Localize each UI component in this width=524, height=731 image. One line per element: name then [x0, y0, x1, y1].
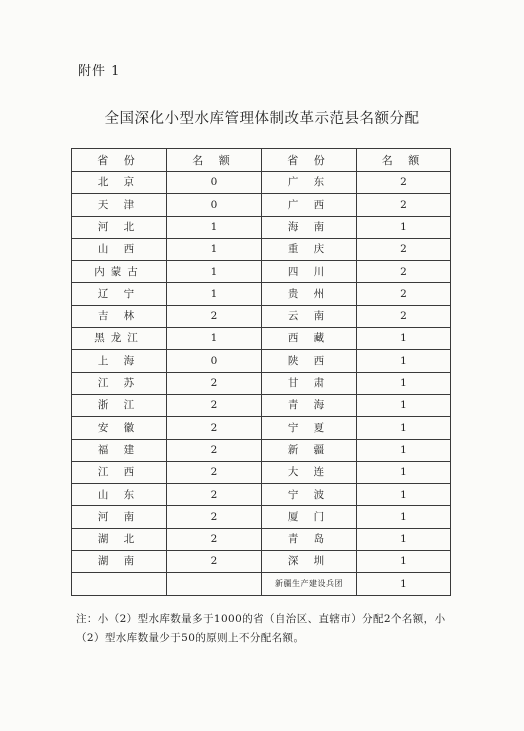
quota-cell: 1: [357, 394, 451, 416]
province-cell: 辽 宁: [72, 283, 167, 305]
province-cell: 新疆生产建设兵团: [262, 573, 357, 595]
quota-cell: 2: [167, 372, 262, 394]
quota-cell: 2: [357, 305, 451, 327]
quota-cell: 1: [167, 216, 262, 238]
province-cell: 天 津: [72, 194, 167, 216]
province-cell: 青 岛: [262, 528, 357, 550]
header-province-2: 省 份: [262, 149, 357, 172]
quota-cell: 1: [357, 372, 451, 394]
province-cell: 黑龙江: [72, 328, 167, 350]
quota-cell: 2: [167, 394, 262, 416]
province-cell: 山 西: [72, 238, 167, 260]
province-cell: 贵 州: [262, 283, 357, 305]
table-body: [72, 172, 451, 596]
province-cell: 宁 夏: [262, 417, 357, 439]
table-row: [72, 417, 451, 439]
table-row: [72, 350, 451, 372]
document-title: 全国深化小型水库管理体制改革示范县名额分配: [104, 111, 420, 127]
quota-cell: 1: [357, 551, 451, 573]
quota-cell: 2: [357, 172, 451, 194]
province-cell: 大 连: [262, 461, 357, 483]
quota-cell: 2: [357, 261, 451, 283]
province-cell: 安 徽: [72, 417, 167, 439]
table-row: [72, 528, 451, 550]
quota-cell: 1: [357, 506, 451, 528]
quota-cell: 2: [167, 417, 262, 439]
province-cell: 重 庆: [262, 238, 357, 260]
quota-cell: 2: [167, 461, 262, 483]
quota-cell: 1: [357, 461, 451, 483]
table-row: [72, 283, 451, 305]
table-row: [72, 216, 451, 238]
header-province-1: 省 份: [72, 149, 167, 172]
province-cell: 甘 肃: [262, 372, 357, 394]
quota-cell: 1: [167, 328, 262, 350]
province-cell: 广 西: [262, 194, 357, 216]
quota-cell: 2: [167, 439, 262, 461]
province-cell: 山 东: [72, 484, 167, 506]
quota-cell: 1: [357, 573, 451, 595]
quota-cell: 1: [357, 528, 451, 550]
province-cell: 青 海: [262, 394, 357, 416]
province-cell: 新 疆: [262, 439, 357, 461]
quota-cell: 2: [167, 506, 262, 528]
province-cell: 陕 西: [262, 350, 357, 372]
table-row: [72, 461, 451, 483]
province-cell: 海 南: [262, 216, 357, 238]
table-header-row: [72, 149, 451, 172]
province-cell: 四 川: [262, 261, 357, 283]
province-cell: [72, 573, 167, 595]
table-row: [72, 484, 451, 506]
province-cell: 厦 门: [262, 506, 357, 528]
quota-cell: 2: [167, 484, 262, 506]
header-quota-2: 名 额: [357, 149, 451, 172]
quota-cell: 1: [357, 328, 451, 350]
province-cell: 吉 林: [72, 305, 167, 327]
quota-cell: 1: [357, 484, 451, 506]
footnote: 注：小（2）型水库数量多于1000的省（自治区、直辖市）分配2个名额，小（2）型水库数量少于50的原则上不分配名额。: [76, 613, 446, 644]
province-cell: 江 苏: [72, 372, 167, 394]
table-row: [72, 394, 451, 416]
province-cell: 内蒙古: [72, 261, 167, 283]
province-cell: 广 东: [262, 172, 357, 194]
table-row: [72, 573, 451, 595]
quota-cell: 1: [357, 216, 451, 238]
province-cell: 宁 波: [262, 484, 357, 506]
quota-cell: 0: [167, 194, 262, 216]
province-cell: 湖 南: [72, 551, 167, 573]
table-row: [72, 172, 451, 194]
table-row: [72, 551, 451, 573]
table-row: [72, 261, 451, 283]
quota-cell: 0: [167, 172, 262, 194]
province-cell: 西 藏: [262, 328, 357, 350]
quota-cell: 2: [357, 283, 451, 305]
table-row: [72, 194, 451, 216]
header-quota-1: 名 额: [167, 149, 262, 172]
table-row: [72, 372, 451, 394]
quota-cell: 1: [357, 439, 451, 461]
province-cell: 河 北: [72, 216, 167, 238]
quota-cell: [167, 573, 262, 595]
quota-cell: 1: [167, 238, 262, 260]
quota-cell: 2: [167, 551, 262, 573]
province-cell: 深 圳: [262, 551, 357, 573]
province-cell: 福 建: [72, 439, 167, 461]
attachment-label: 附件 1: [78, 64, 121, 79]
quota-cell: 2: [167, 305, 262, 327]
quota-cell: 0: [167, 350, 262, 372]
table-row: [72, 328, 451, 350]
province-cell: 上 海: [72, 350, 167, 372]
quota-cell: 1: [167, 261, 262, 283]
province-cell: 江 西: [72, 461, 167, 483]
quota-cell: 1: [167, 283, 262, 305]
province-cell: 河 南: [72, 506, 167, 528]
quota-cell: 2: [167, 528, 262, 550]
quota-cell: 1: [357, 350, 451, 372]
province-cell: 北 京: [72, 172, 167, 194]
province-cell: 湖 北: [72, 528, 167, 550]
table-row: [72, 439, 451, 461]
table-row: [72, 238, 451, 260]
quota-table: [71, 148, 451, 596]
table-row: [72, 305, 451, 327]
table-row: [72, 506, 451, 528]
province-cell: 浙 江: [72, 394, 167, 416]
quota-cell: 2: [357, 238, 451, 260]
province-cell: 云 南: [262, 305, 357, 327]
quota-cell: 2: [357, 194, 451, 216]
quota-cell: 1: [357, 417, 451, 439]
